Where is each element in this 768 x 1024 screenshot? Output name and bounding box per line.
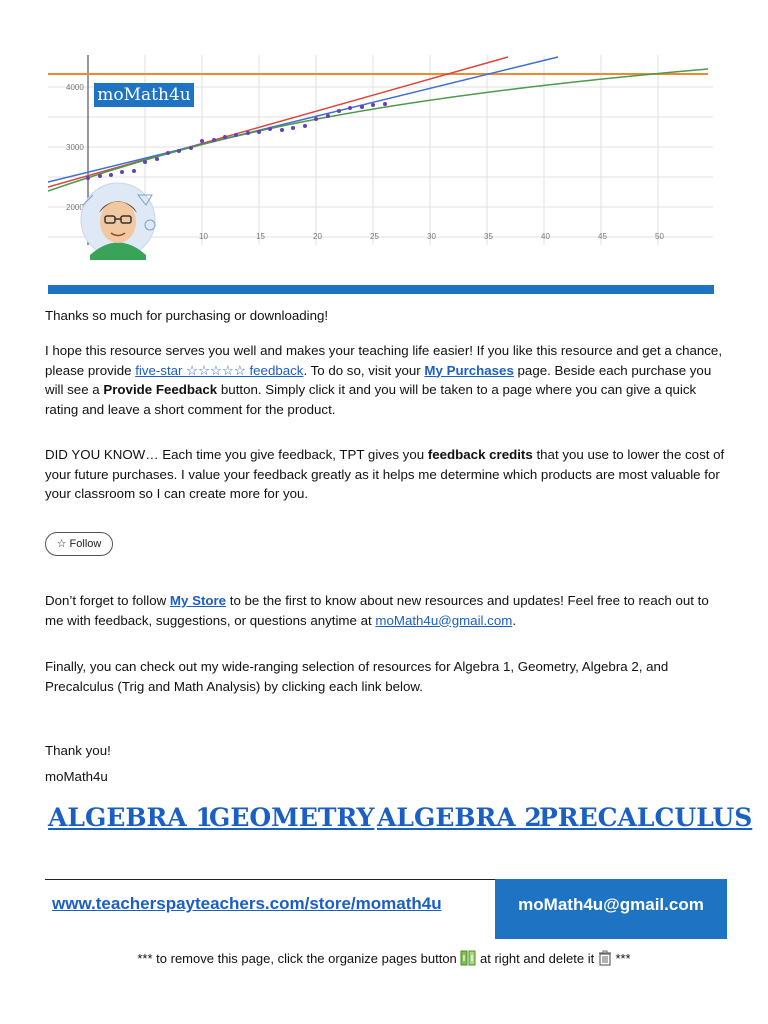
x-tick-label: 30 <box>427 232 436 241</box>
footer-divider <box>45 879 495 880</box>
y-tick-label: 4000 <box>66 83 84 92</box>
y-tick-label: 2000 <box>66 203 84 212</box>
x-tick-label: 15 <box>256 232 265 241</box>
geometry-link[interactable]: GEOMETRY <box>209 803 375 832</box>
algebra-2-link[interactable]: ALGEBRA 2 <box>377 803 542 832</box>
paragraph-text: that you use to lower the cost of your future purchases. I value your feedback greatly as it helps me determine which products are most valuable for your classroom so I can create more for you. <box>45 447 725 501</box>
footer-email-box[interactable]: moMath4u@gmail.com <box>495 879 727 939</box>
accent-divider <box>48 285 714 294</box>
brand-logo: moMath4u <box>94 83 194 107</box>
remove-page-note <box>0 950 768 966</box>
x-tick-label: 35 <box>484 232 493 241</box>
store-url-link[interactable]: www.teacherspayteachers.com/store/momath4u <box>52 894 442 913</box>
paragraph-text: Don’t forget to follow <box>45 593 170 608</box>
follow-store-paragraph <box>45 591 725 630</box>
paragraph-text: DID YOU KNOW… Each time you give feedback, TPT gives you <box>45 447 428 462</box>
paragraph-text: . <box>512 612 517 628</box>
trash-icon <box>598 950 612 966</box>
my-store-link[interactable]: My Store <box>169 593 227 608</box>
feedback-credits-text: feedback credits <box>427 447 533 462</box>
paragraph-text: I hope this resource serves you well and makes your teaching life easier! If you like this resource and get a chance, please provide <box>45 343 723 378</box>
organize-pages-icon <box>460 950 476 966</box>
thanks-text: Thanks so much for purchasing or downloading! <box>45 308 329 323</box>
note-text: *** <box>611 951 631 966</box>
provide-feedback-text: Provide Feedback <box>103 382 218 397</box>
did-you-know-paragraph <box>45 445 725 504</box>
email-link[interactable]: moMath4u@gmail.com <box>375 612 513 628</box>
x-tick-label: 50 <box>655 232 664 241</box>
paragraph-text: . To do so, visit your <box>303 362 425 378</box>
resources-paragraph: Finally, you can check out my wide-ranging selection of resources for Algebra 1, Geometry, Algebra 2, and Precalculus (Trig and Math Analysis) by clicking each link below. <box>45 659 669 694</box>
signature-text: moMath4u <box>45 769 108 784</box>
note-text: at right and delete it <box>476 951 598 966</box>
algebra-1-link[interactable]: ALGEBRA 1 <box>48 803 213 832</box>
y-tick-label: 3000 <box>66 143 84 152</box>
my-purchases-link[interactable]: My Purchases <box>424 362 514 378</box>
thank-you-text: Thank you! <box>45 743 111 758</box>
avatar <box>81 183 155 260</box>
paragraph-text: page. Beside each purchase you will see a <box>45 362 712 397</box>
paragraph-text: button. Simply click it and you will be taken to a page where you can give a quick rating and leave a short comment for the product. <box>45 382 697 417</box>
five-star-feedback-link[interactable]: five-star ☆☆☆☆☆ feedback <box>135 362 304 378</box>
precalculus-link[interactable]: PRECALCULUS <box>539 803 753 832</box>
x-tick-label: 10 <box>199 232 208 241</box>
x-tick-label: 25 <box>370 232 379 241</box>
note-text: *** to remove this page, click the organize pages button <box>137 951 461 966</box>
x-tick-label: 20 <box>313 232 322 241</box>
paragraph-text: to be the first to know about new resources and updates! Feel free to reach out to me with feedback, suggestions, or questions anytime at <box>45 593 709 628</box>
x-tick-label: 40 <box>541 232 550 241</box>
follow-button[interactable]: ☆ Follow <box>45 532 113 556</box>
x-tick-label: 45 <box>598 232 607 241</box>
feedback-paragraph <box>45 341 725 419</box>
